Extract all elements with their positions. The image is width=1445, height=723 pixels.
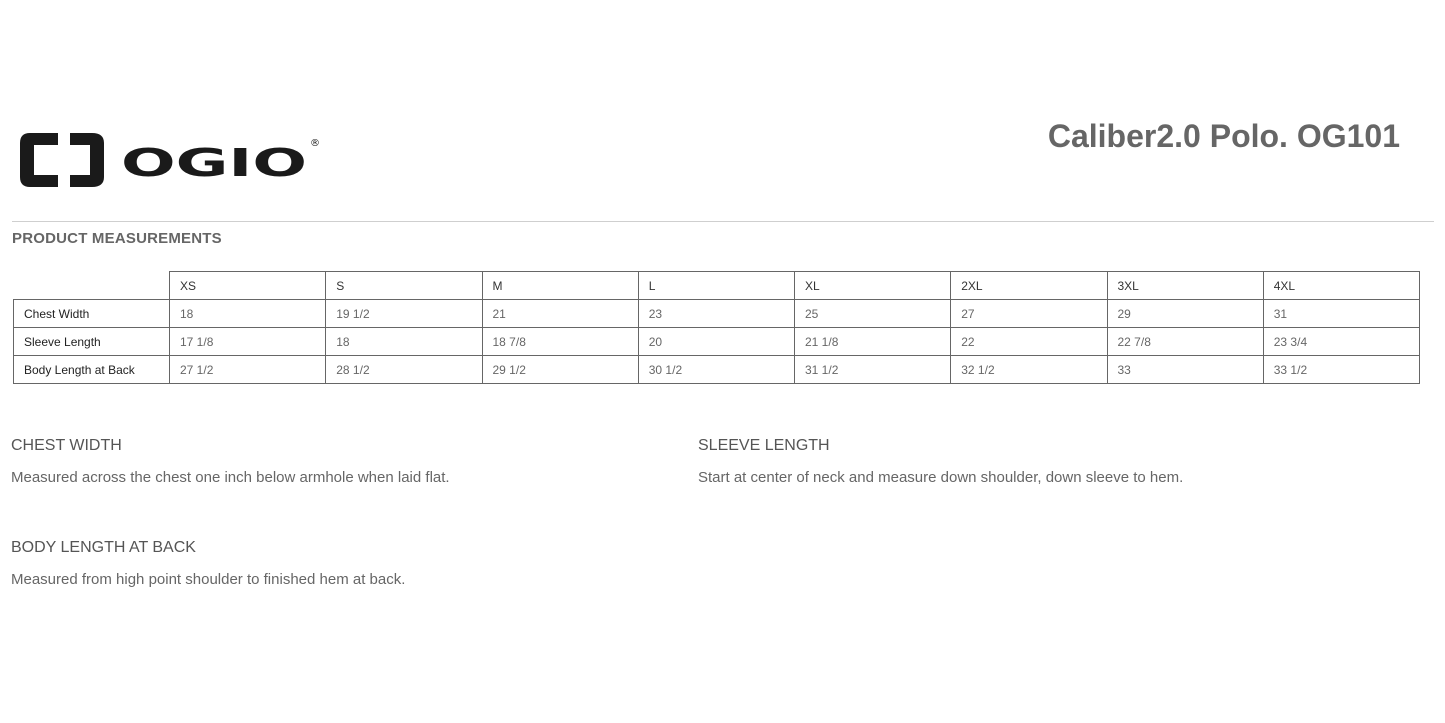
- table-corner-cell: [14, 272, 170, 300]
- body-length-title: BODY LENGTH AT BACK: [11, 539, 196, 556]
- table-cell: 18: [326, 328, 482, 356]
- table-row: [14, 356, 1420, 384]
- table-cell: 29 1/2: [482, 356, 638, 384]
- sleeve-length-title: SLEEVE LENGTH: [698, 437, 830, 454]
- table-cell: 22 7/8: [1107, 328, 1263, 356]
- table-cell: 33 1/2: [1263, 356, 1419, 384]
- table-cell: 20: [638, 328, 794, 356]
- ogio-bracket-icon: [20, 133, 104, 187]
- table-cell: 22: [951, 328, 1107, 356]
- table-cell: 17 1/8: [170, 328, 326, 356]
- header-divider: [12, 221, 1434, 222]
- ogio-logo: [18, 131, 328, 189]
- section-heading: PRODUCT MEASUREMENTS: [12, 230, 222, 247]
- table-header-row: [14, 272, 1420, 300]
- table-cell: 30 1/2: [638, 356, 794, 384]
- table-cell: 33: [1107, 356, 1263, 384]
- table-cell: 21 1/8: [795, 328, 951, 356]
- size-header: S: [326, 272, 482, 300]
- table-cell: 31: [1263, 300, 1419, 328]
- registered-mark: ®: [310, 138, 320, 149]
- table-cell: 28 1/2: [326, 356, 482, 384]
- size-header: L: [638, 272, 794, 300]
- product-title: Caliber2.0 Polo. OG101: [1047, 118, 1400, 154]
- row-label: Sleeve Length: [14, 328, 170, 356]
- size-header: 4XL: [1263, 272, 1419, 300]
- table-cell: 23: [638, 300, 794, 328]
- table-cell: 29: [1107, 300, 1263, 328]
- size-header: 2XL: [951, 272, 1107, 300]
- chest-width-description: Measured across the chest one inch below armhole when laid flat.: [11, 469, 450, 486]
- size-header: XS: [170, 272, 326, 300]
- table-cell: 18: [170, 300, 326, 328]
- chest-width-title: CHEST WIDTH: [11, 437, 122, 454]
- size-header: XL: [795, 272, 951, 300]
- size-header: M: [482, 272, 638, 300]
- table-cell: 23 3/4: [1263, 328, 1419, 356]
- size-header: 3XL: [1107, 272, 1263, 300]
- table-cell: 27: [951, 300, 1107, 328]
- table-row: [14, 328, 1420, 356]
- body-length-description: Measured from high point shoulder to finished hem at back.: [11, 571, 406, 588]
- table-cell: 18 7/8: [482, 328, 638, 356]
- table-cell: 31 1/2: [795, 356, 951, 384]
- row-label: Body Length at Back: [14, 356, 170, 384]
- table-cell: 32 1/2: [951, 356, 1107, 384]
- table-cell: 19 1/2: [326, 300, 482, 328]
- table-cell: 25: [795, 300, 951, 328]
- logo-wordmark: OGIO: [121, 141, 307, 185]
- table-row: [14, 300, 1420, 328]
- sleeve-length-description: Start at center of neck and measure down shoulder, down sleeve to hem.: [698, 469, 1184, 486]
- row-label: Chest Width: [14, 300, 170, 328]
- table-cell: 27 1/2: [170, 356, 326, 384]
- measurements-table: [13, 271, 1420, 384]
- table-cell: 21: [482, 300, 638, 328]
